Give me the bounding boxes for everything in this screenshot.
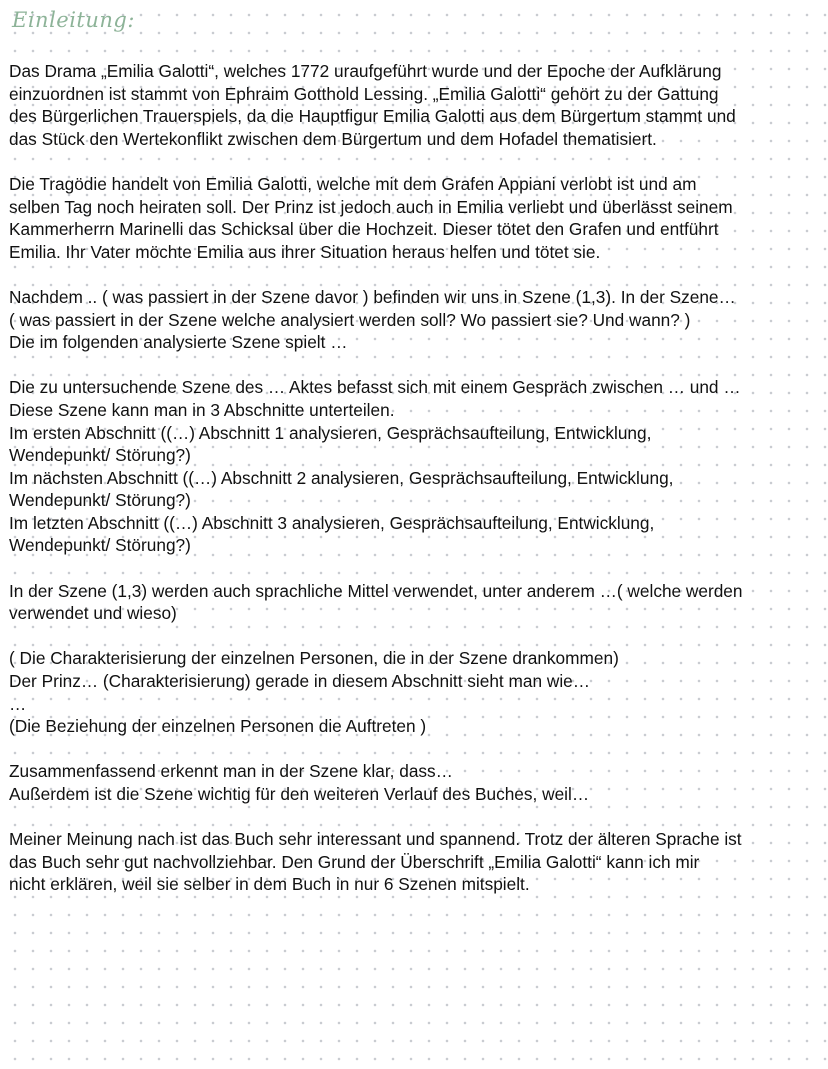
text-line: ( was passiert in der Szene welche analysiert werden soll? Wo passiert sie? Und wann? ) <box>9 309 691 330</box>
text-line: (Die Beziehung der einzelnen Personen die Auftreten ) <box>9 716 427 737</box>
handwritten-heading: Einleitung: <box>12 8 135 32</box>
text-line: ( Die Charakterisierung der einzelnen Personen, die in der Szene drankommen) <box>9 648 619 669</box>
text-line: Wendepunkt/ Störung?) <box>9 535 191 556</box>
paragraph-summary <box>9 173 825 263</box>
text-line: Emilia. Ihr Vater möchte Emilia aus ihrer Situation heraus helfen und tötet sie. <box>9 241 601 262</box>
text-line: Meiner Meinung nach ist das Buch sehr interessant und spannend. Trotz der älteren Sprache ist <box>9 829 742 850</box>
text-line: Der Prinz… (Charakterisierung) gerade in diesem Abschnitt sieht man wie… <box>9 671 590 692</box>
paragraph-language-devices <box>9 580 825 625</box>
text-line: verwendet und wieso) <box>9 603 177 624</box>
text-line: Im letzten Abschnitt ((…) Abschnitt 3 analysieren, Gesprächsaufteilung, Entwicklung, <box>9 512 655 533</box>
paragraph-scene-context <box>9 286 825 354</box>
paragraph-intro <box>9 60 825 150</box>
text-line: Diese Szene kann man in 3 Abschnitte unterteilen. <box>9 399 395 420</box>
text-line: das Buch sehr gut nachvollziehbar. Den Grund der Überschrift „Emilia Galotti“ kann ich mir <box>9 851 700 872</box>
text-line: Außerdem ist die Szene wichtig für den weiteren Verlauf des Buches, weil… <box>9 784 590 804</box>
text-line: In der Szene (1,3) werden auch sprachliche Mittel verwendet, unter anderem …( welche werden <box>9 580 743 601</box>
text-line: des Bürgerlichen Trauerspiels, da die Hauptfigur Emilia Galotti aus dem Bürgertum stammt und <box>9 106 736 127</box>
text-line: Die im folgenden analysierte Szene spielt … <box>9 332 348 353</box>
text-line: Zusammenfassend erkennt man in der Szene klar, dass… <box>9 761 453 782</box>
text-line: Die zu untersuchende Szene des … Aktes befasst sich mit einem Gespräch zwischen … und … <box>9 377 741 398</box>
text-line: das Stück den Wertekonflikt zwischen dem Bürgertum und dem Hofadel thematisiert. <box>9 128 657 149</box>
paragraph-scene-sections <box>9 376 825 557</box>
text-line: … <box>9 693 27 714</box>
paragraph-opinion <box>9 828 825 896</box>
text-line: Das Drama „Emilia Galotti“, welches 1772 uraufgeführt wurde und der Epoche der Aufklärung <box>9 61 722 81</box>
text-line: nicht erklären, weil sie selber in dem Buch in nur 6 Szenen mitspielt. <box>9 874 530 895</box>
text-line: Die Tragödie handelt von Emilia Galotti, welche mit dem Grafen Appiani verlobt ist und am <box>9 173 697 194</box>
text-line: Wendepunkt/ Störung?) <box>9 445 191 466</box>
text-line: Nachdem .. ( was passiert in der Szene davor ) befinden wir uns in Szene (1,3). In der Szene… <box>9 286 736 307</box>
paragraph-characterization <box>9 647 825 737</box>
text-line: Kammerherrn Marinelli das Schicksal über die Hochzeit. Dieser tötet den Grafen und entführt <box>9 219 719 240</box>
text-line: einzuordnen ist stammt von Ephraim Gotthold Lessing. „Emilia Galotti“ gehört zu der Gattung <box>9 83 719 104</box>
text-line: Im ersten Abschnitt ((…) Abschnitt 1 analysieren, Gesprächsaufteilung, Entwicklung, <box>9 422 652 443</box>
text-line: Wendepunkt/ Störung?) <box>9 490 191 511</box>
paragraph-conclusion <box>9 760 825 805</box>
text-line: Im nächsten Abschnitt ((…) Abschnitt 2 analysieren, Gesprächsaufteilung, Entwicklung, <box>9 467 674 488</box>
text-line: selben Tag noch heiraten soll. Der Prinz ist jedoch auch in Emilia verliebt und überlässt seinem <box>9 196 733 217</box>
document-body <box>9 60 825 919</box>
